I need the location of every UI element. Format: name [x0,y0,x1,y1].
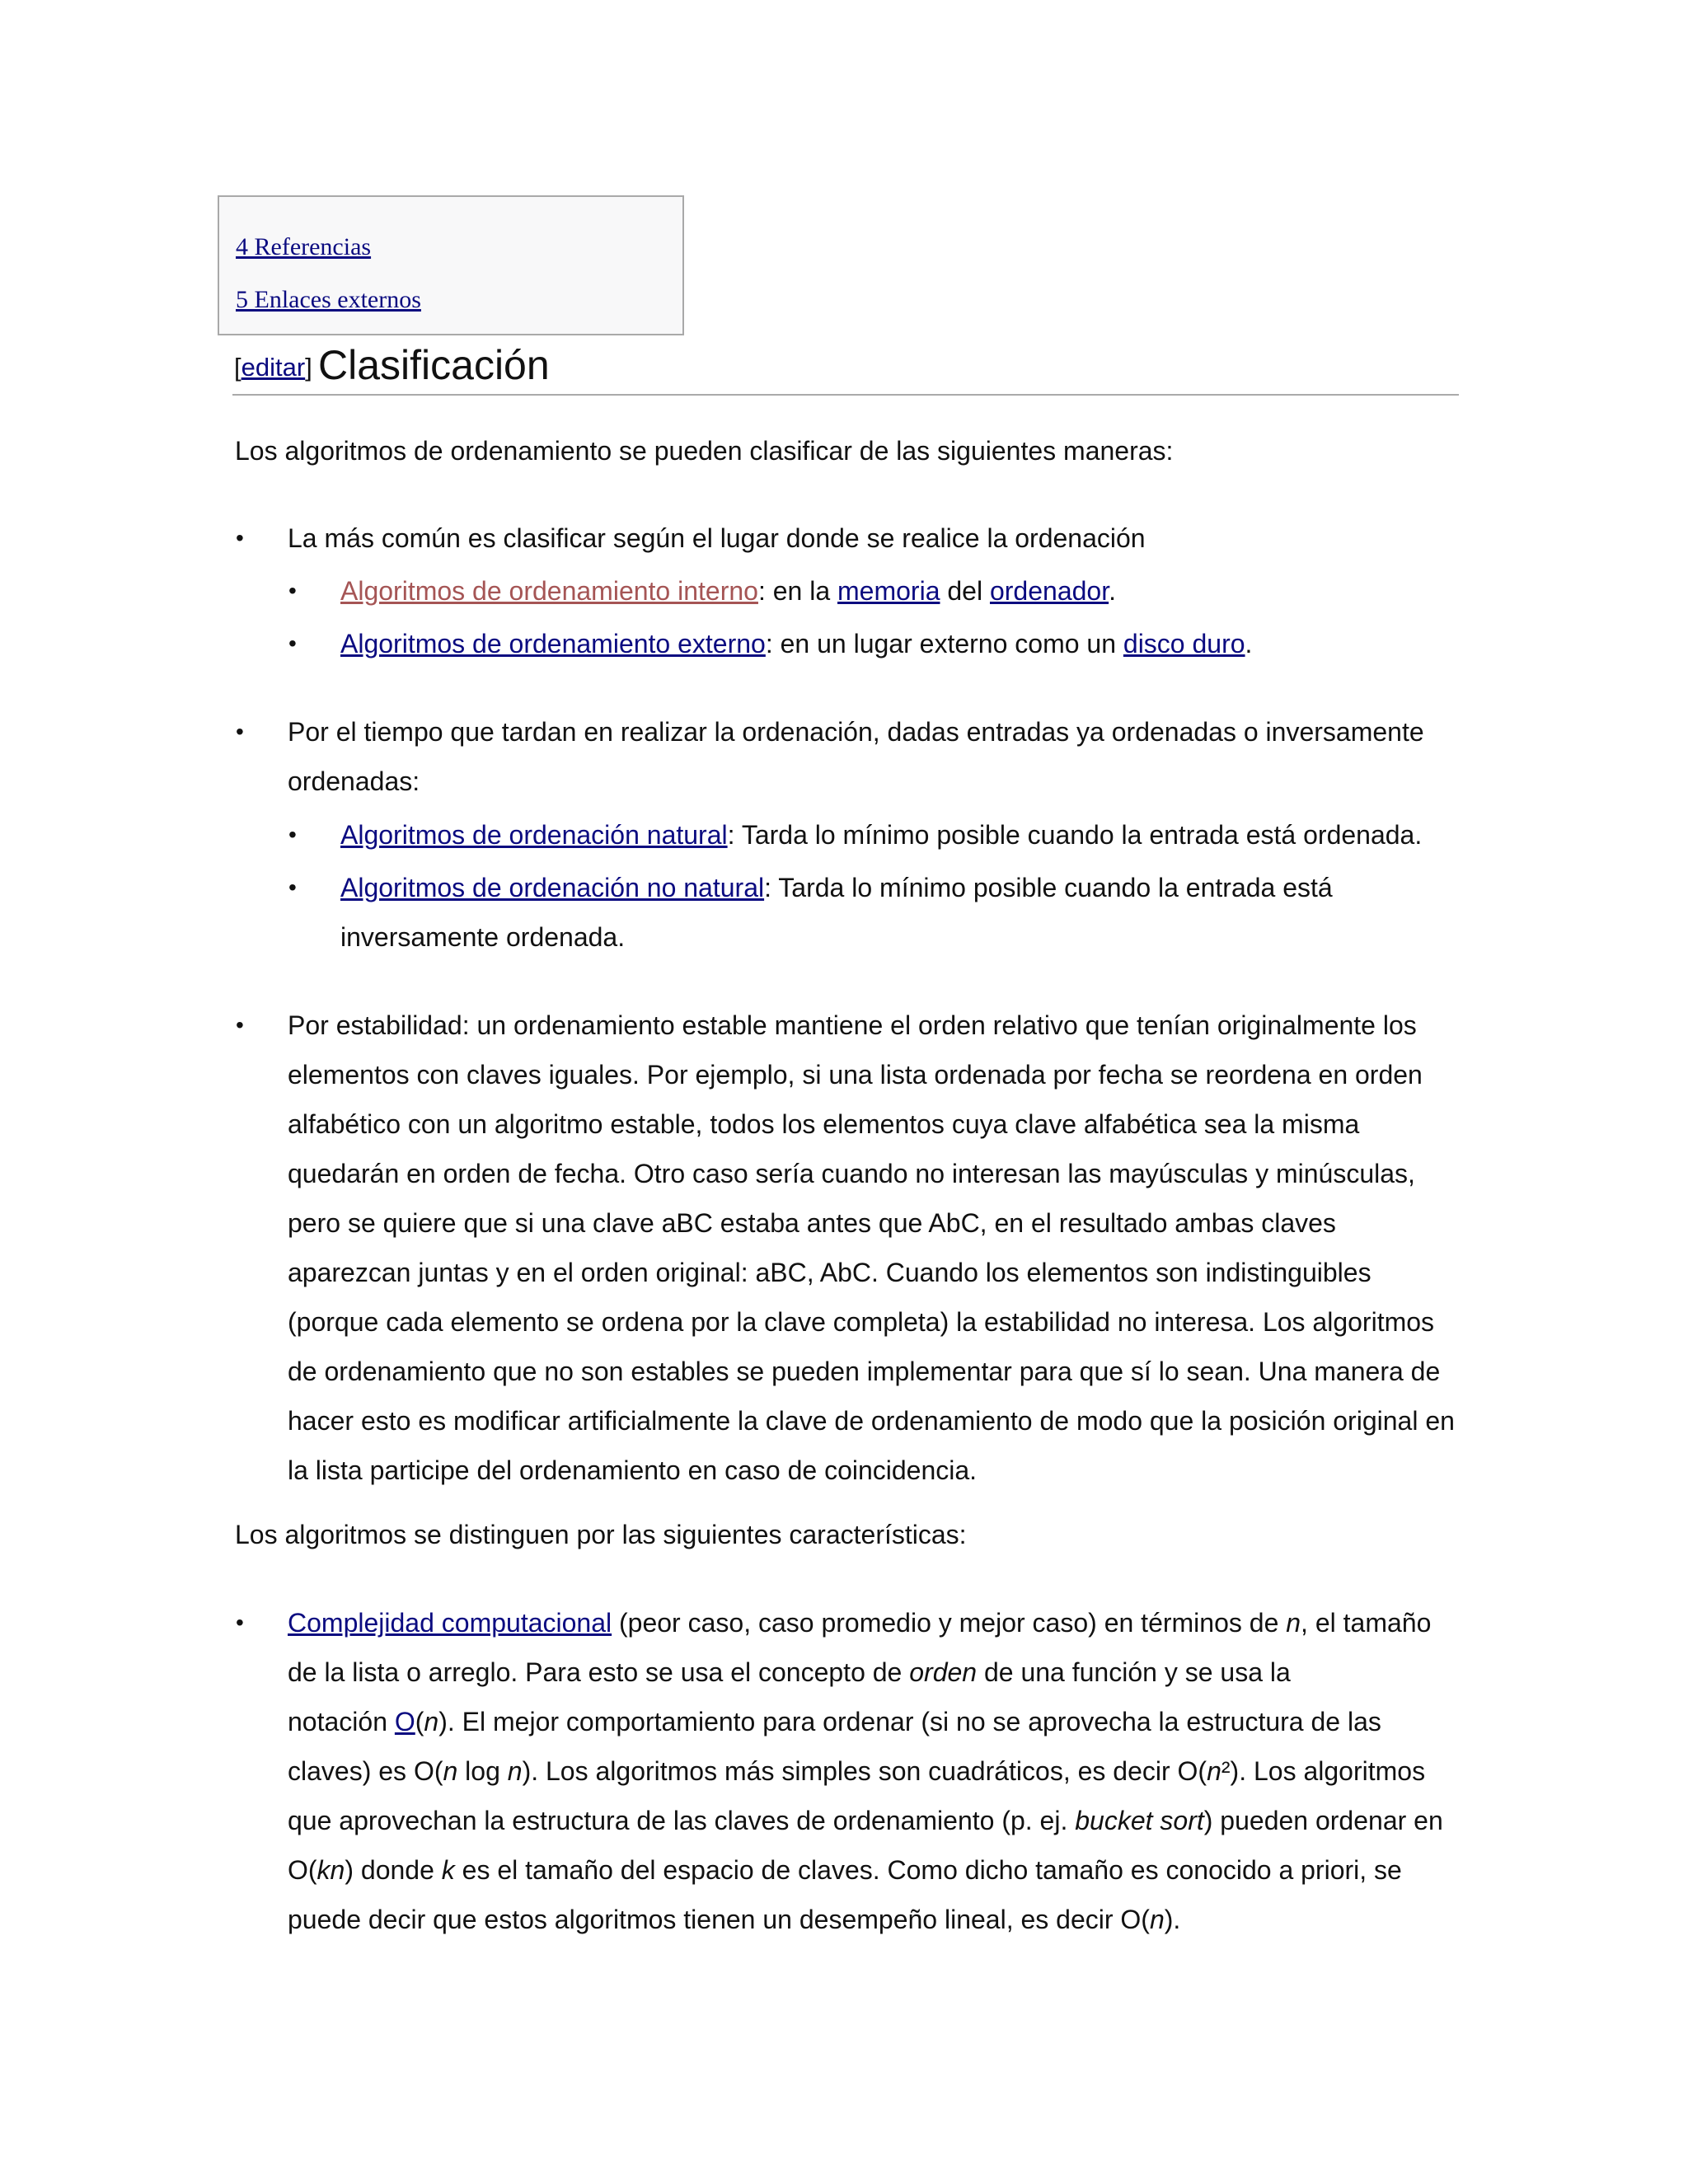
link-memoria[interactable]: memoria [837,576,940,606]
section-title: Clasificación [318,342,550,388]
table-of-contents [218,195,684,335]
text-fragment: ( [415,1707,424,1736]
complexity-line [288,1845,1402,1895]
text-fragment: ). Los algoritmos más simples son cuadráticos, es decir O( [522,1756,1207,1786]
complexity-line [288,1598,1431,1647]
complexity-line [288,1895,1180,1944]
toc-link-referencias[interactable]: 4 Referencias [236,233,372,260]
list-item-time-line-2: ordenadas: [288,766,420,796]
edit-link[interactable]: editar [241,353,306,382]
text-fragment: . [1109,576,1116,606]
text-fragment: n [1286,1608,1301,1638]
intro-paragraph: Los algoritmos de ordenamiento se pueden clasificar de las siguientes maneras: [235,436,1174,466]
text-fragment: de la lista o arreglo. Para esto se usa el concepto de [288,1657,910,1687]
link-natural-sort[interactable]: Algoritmos de ordenación natural [340,820,728,850]
stability-line: quedarán en orden de fecha. Otro caso sería cuando no interesan las mayúsculas y minúsculas, [288,1159,1415,1188]
text-fragment: del [940,576,990,606]
text-fragment: n [424,1707,439,1736]
text-fragment: ) donde [345,1855,442,1885]
stability-line: aparezcan juntas y en el orden original: aBC, AbC. Cuando los elementos son indistinguibles [288,1258,1372,1287]
stability-line: elementos con claves iguales. Por ejemplo, si una lista ordenada por fecha se reordena en orden [288,1060,1423,1090]
link-disco-duro[interactable]: disco duro [1123,629,1245,658]
bullet-marker: • [236,719,244,744]
stability-line: (porque cada elemento se ordena por la clave completa) la estabilidad no interesa. Los algoritmos [288,1307,1435,1337]
text-fragment: ). El mejor comportamiento para ordenar (si no se aprovecha la estructura de las [438,1707,1381,1736]
link-complejidad-computacional[interactable]: Complejidad computacional [288,1608,612,1638]
text-fragment: es el tamaño del espacio de claves. Como dicho tamaño es conocido a priori, se [454,1855,1402,1885]
list-item-external-sort [340,619,1252,668]
bullet-marker: • [288,874,297,900]
list-item-time-line-1: Por el tiempo que tardan en realizar la ordenación, dadas entradas ya ordenadas o inversamente [288,717,1424,747]
text-fragment: , el tamaño [1301,1608,1432,1638]
bullet-marker: • [236,1610,244,1635]
complexity-line [288,1746,1425,1796]
link-internal-sort[interactable]: Algoritmos de ordenamiento interno [340,576,758,606]
edit-bracket-open: [ [234,353,241,382]
text-fragment: O( [288,1855,317,1885]
text-fragment: n [507,1756,523,1786]
text-fragment: de una función y se usa la [977,1657,1291,1687]
bullet-marker: • [288,578,297,603]
list-item-place: La más común es clasificar según el lugar donde se realice la ordenación [288,523,1146,553]
stability-line: la lista participe del ordenamiento en caso de coincidencia. [288,1455,978,1485]
text-fragment: : Tarda lo mínimo posible cuando la entrada está [764,873,1333,902]
text-fragment: puede decir que estos algoritmos tienen un desempeño lineal, es decir O( [288,1905,1150,1934]
section-heading [232,341,1459,396]
list-item-not-natural-sort [340,863,1333,912]
link-big-o[interactable]: O [394,1707,415,1736]
edit-section [234,353,312,382]
text-fragment: kn [316,1855,345,1885]
complexity-line [288,1647,1291,1697]
text-fragment: ) pueden ordenar en [1203,1806,1443,1835]
stability-line: Por estabilidad: un ordenamiento estable mantiene el orden relativo que tenían originalmente los [288,1010,1417,1040]
text-fragment: ). [1164,1905,1181,1934]
text-fragment: : en un lugar externo como un [765,629,1123,658]
text-fragment: k [441,1855,455,1885]
text-fragment: : Tarda lo mínimo posible cuando la entrada está ordenada. [727,820,1423,850]
link-not-natural-sort[interactable]: Algoritmos de ordenación no natural [340,873,765,902]
text-fragment: (peor caso, caso promedio y mejor caso) en términos de [612,1608,1287,1638]
text-fragment: orden [909,1657,978,1687]
stability-line: alfabético con un algoritmo estable, todos los elementos cuya clave alfabética sea la misma [288,1109,1360,1139]
text-fragment: n [443,1756,458,1786]
text-fragment: claves) es O( [288,1756,443,1786]
features-intro: Los algoritmos se distinguen por las siguientes características: [235,1520,967,1549]
list-item-natural-sort [340,810,1422,860]
text-fragment: . [1245,629,1253,658]
stability-line: de ordenamiento que no son estables se pueden implementar para que sí lo sean. Una manera de [288,1357,1441,1386]
complexity-line [288,1796,1443,1845]
text-fragment: notación [288,1707,395,1736]
text-fragment: n [1207,1756,1221,1786]
bullet-marker: • [236,1012,244,1038]
toc-link-enlaces-externos[interactable]: 5 Enlaces externos [236,286,421,313]
link-ordenador[interactable]: ordenador [989,576,1109,606]
text-fragment: n [1149,1905,1165,1934]
text-fragment: que aprovechan la estructura de las claves de ordenamiento (p. ej. [288,1806,1076,1835]
list-item-not-natural-sort-line-2: inversamente ordenada. [340,922,626,952]
link-external-sort[interactable]: Algoritmos de ordenamiento externo [340,629,766,658]
bullet-marker: • [236,525,244,551]
bullet-marker: • [288,822,297,847]
text-fragment: log [457,1756,508,1786]
stability-line: pero se quiere que si una clave aBC estaba antes que AbC, en el resultado ambas claves [288,1208,1336,1238]
stability-line: hacer esto es modificar artificialmente la clave de ordenamiento de modo que la posición original en [288,1406,1455,1436]
text-fragment: : en la [757,576,838,606]
complexity-line [288,1697,1381,1746]
bullet-marker: • [288,630,297,656]
text-fragment: bucket sort [1075,1806,1204,1835]
edit-bracket-close: ] [305,353,312,382]
text-fragment: ²). Los algoritmos [1221,1756,1426,1786]
list-item-internal-sort [340,566,1116,616]
